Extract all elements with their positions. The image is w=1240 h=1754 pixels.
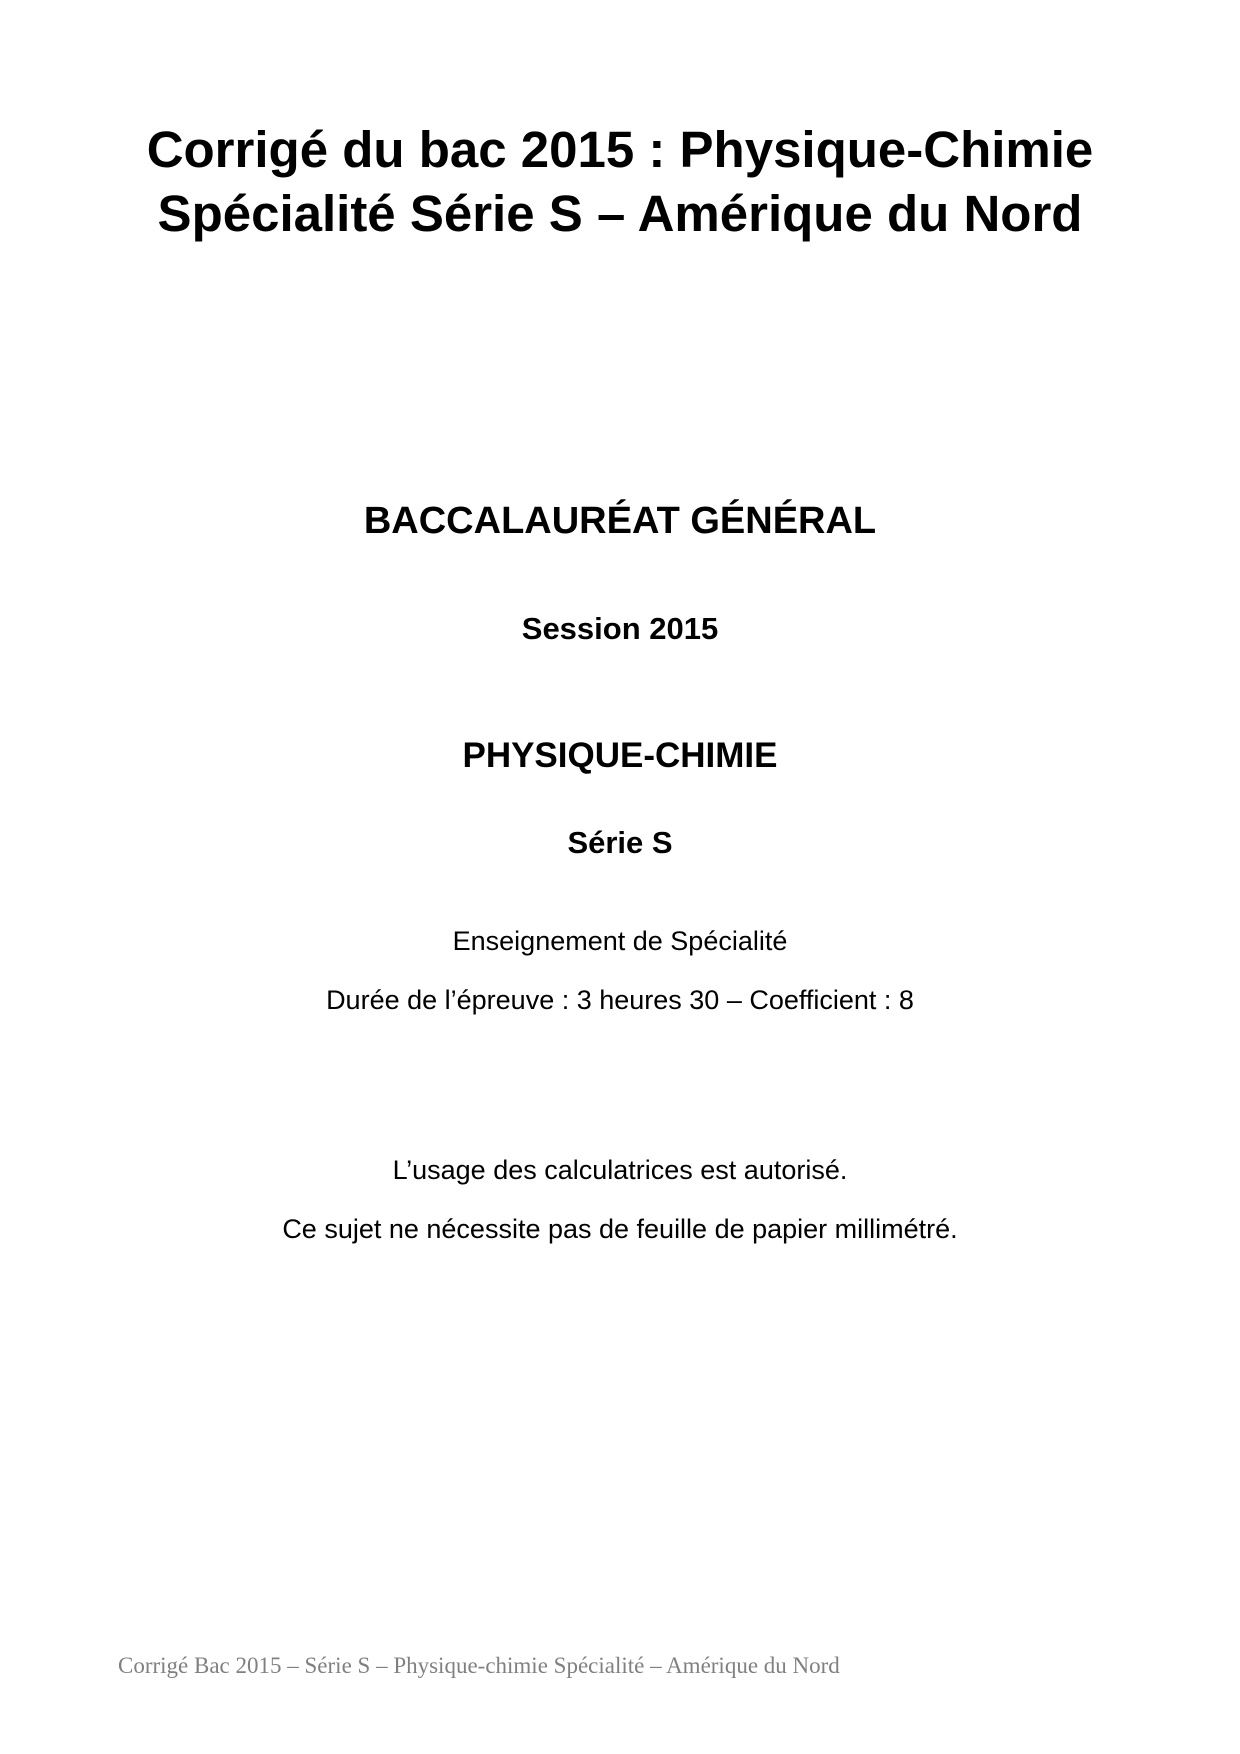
subject-heading: PHYSIQUE-CHIMIE xyxy=(462,736,778,775)
paper-note: Ce sujet ne nécessite pas de feuille de papier millimétré. xyxy=(282,1214,958,1244)
document-title: Corrigé du bac 2015 : Physique-Chimie Spécialité Série S – Amérique du Nord xyxy=(146,121,1094,242)
series-heading: Série S xyxy=(567,825,673,860)
calculator-note: L’usage des calculatrices est autorisé. xyxy=(392,1155,848,1185)
exam-heading: BACCALAURÉAT GÉNÉRAL xyxy=(363,500,877,542)
page-footer: Corrigé Bac 2015 – Série S – Physique-chimie Spécialité – Amérique du Nord xyxy=(118,1653,840,1678)
teaching-line: Enseignement de Spécialité xyxy=(452,926,788,956)
session-heading: Session 2015 xyxy=(521,611,719,646)
duration-line: Durée de l’épreuve : 3 heures 30 – Coefficient : 8 xyxy=(326,985,914,1015)
